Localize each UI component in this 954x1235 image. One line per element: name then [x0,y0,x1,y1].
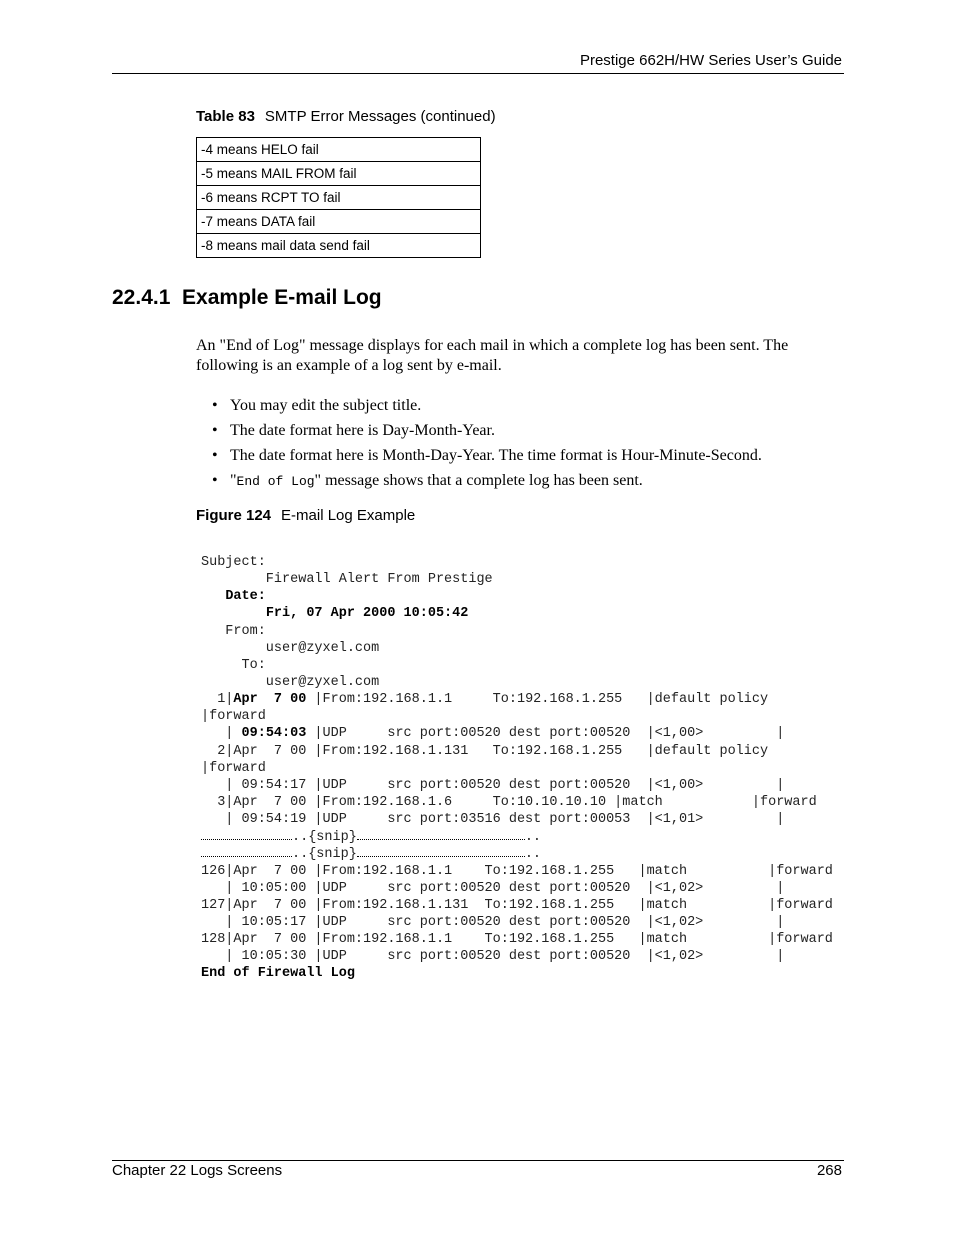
log-line: | 10:05:17 |UDP src port:00520 dest port:00520 |<1,02> | [201,914,785,930]
log-text-bold: Apr 7 00 [233,692,307,708]
log-text-bold: End of Firewall Log [201,966,355,982]
log-line: 127|Apr 7 00 |From:192.168.1.131 To:192.168.1.255 |match |forward [201,897,833,913]
log-text: ..{snip} [292,830,357,846]
bullet-list [196,396,762,496]
footer-chapter: Chapter 22 Logs Screens [112,1162,283,1179]
log-line: 128|Apr 7 00 |From:192.168.1.1 To:192.168.1.255 |match |forward [201,932,833,948]
log-line [201,691,833,708]
list-item-text: The date format here is Day-Month-Year. [230,422,495,439]
running-header: Prestige 662H/HW Series User’s Guide [579,52,842,69]
log-text: .. [524,847,542,863]
log-line: | 10:05:30 |UDP src port:00520 dest port:00520 |<1,02> | [201,949,785,965]
log-text: .. [524,830,542,846]
log-line: To: [201,657,266,673]
table-row [197,210,481,234]
header-rule [112,73,844,74]
dotted-rule [357,828,525,840]
log-text: |UDP src port:00520 dest port:00520 |<1,00> | [306,726,785,742]
dotted-rule [201,828,292,840]
log-line: | 10:05:00 |UDP src port:00520 dest port:00520 |<1,02> | [201,880,785,896]
table-cell: -6 means RCPT TO fail [197,186,481,210]
log-line [201,965,833,982]
log-line: user@zyxel.com [201,674,380,690]
footer-rule [112,1160,844,1161]
table-cell: -8 means mail data send fail [197,234,481,258]
figure-caption-label: Figure 124 [196,507,272,524]
log-line: 126|Apr 7 00 |From:192.168.1.1 To:192.168.1.255 |match |forward [201,863,833,879]
bullet-icon: • [212,422,218,439]
list-item-text: " [230,472,237,489]
bullet-icon: • [212,397,218,414]
log-line [201,725,833,742]
log-line: |forward [201,709,266,725]
dotted-rule [201,845,292,857]
log-text-bold: Date: [225,589,266,605]
intro-paragraph: An "End of Log" message displays for each mail in which a complete log has been sent. The following is an example of a log sent by e-mail. [196,337,789,374]
footer-page-number: 268 [816,1162,842,1179]
table-caption-label: Table 83 [196,108,255,125]
inline-code: End of Log [236,474,315,489]
table-cell: -7 means DATA fail [197,210,481,234]
bullet-icon: • [212,447,218,464]
bullet-icon: • [212,472,218,489]
email-log-example [201,554,833,983]
list-item [196,421,762,446]
log-line: From: [201,623,266,639]
log-text: | [201,726,242,742]
dotted-rule [357,845,525,857]
log-line [201,588,833,605]
table-row [197,162,481,186]
log-line: 3|Apr 7 00 |From:192.168.1.6 To:10.10.10.10 |match |forward [201,794,817,810]
table-cell: -4 means HELO fail [197,138,481,162]
log-text [201,606,266,621]
list-item [196,396,762,421]
table-caption [196,108,496,125]
table-caption-text: SMTP Error Messages (continued) [264,108,496,125]
log-snip-line [201,845,833,862]
log-snip-line [201,828,833,845]
figure-caption-text: E-mail Log Example [281,507,416,524]
log-line: user@zyxel.com [201,640,380,656]
list-item-text: " message shows that a complete log has been sent. [314,472,643,489]
log-text: 1| [201,692,234,708]
log-text: |From:192.168.1.1 To:192.168.1.255 |default policy [306,692,769,708]
table-row [197,234,481,258]
table-row [197,186,481,210]
smtp-error-table [196,137,481,258]
log-text: ..{snip} [292,847,357,863]
list-item-text: The date format here is Month-Day-Year. The time format is Hour-Minute-Second. [230,447,762,464]
log-line [201,605,833,622]
section-title: 22.4.1 Example E-mail Log [112,286,382,309]
list-item-text: You may edit the subject title. [230,397,422,414]
list-item [196,446,762,471]
log-text-bold: Fri, 07 Apr 2000 10:05:42 [265,606,469,622]
log-text [201,589,225,604]
table-cell: -5 means MAIL FROM fail [197,162,481,186]
log-line: | 09:54:19 |UDP src port:03516 dest port:00053 |<1,01> | [201,812,785,828]
table-row [197,138,481,162]
log-line: Firewall Alert From Prestige [201,572,493,588]
log-line: | 09:54:17 |UDP src port:00520 dest port:00520 |<1,00> | [201,777,785,793]
figure-caption [196,507,415,524]
log-line: |forward [201,760,266,776]
log-line: 2|Apr 7 00 |From:192.168.1.131 To:192.168.1.255 |default policy [201,743,769,759]
log-line: Subject: [201,555,266,570]
log-text-bold: 09:54:03 [241,726,307,742]
list-item [196,471,762,496]
